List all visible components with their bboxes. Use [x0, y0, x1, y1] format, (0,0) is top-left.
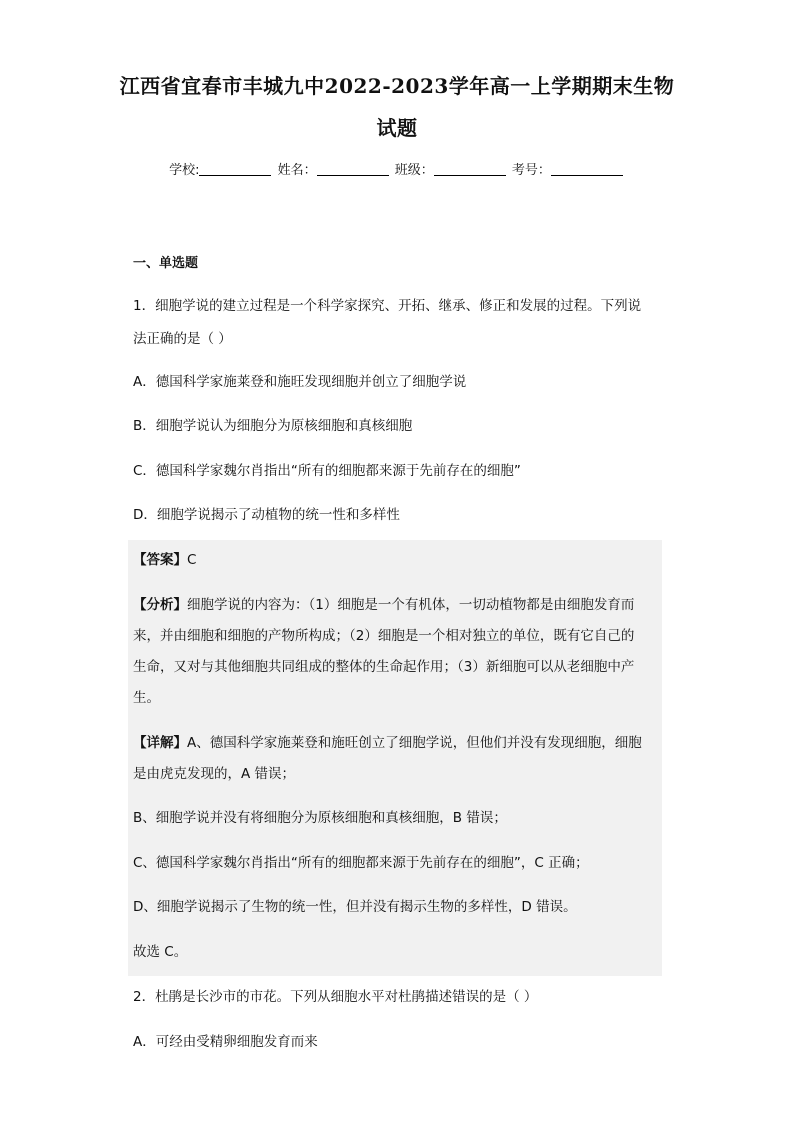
detail-tag: 【详解】 [133, 735, 187, 751]
student-info-line [0, 159, 794, 178]
q1-option-a: A．德国科学家施莱登和施旺发现细胞并创立了细胞学说 [133, 374, 467, 390]
school-blank[interactable] [199, 161, 271, 176]
q1-detail-line5: D、细胞学说揭示了生物的统一性，但并没有揭示生物的多样性，D 错误。 [133, 899, 577, 915]
analysis-tag: 【分析】 [133, 597, 187, 613]
class-blank[interactable] [434, 161, 506, 176]
exam-no-blank[interactable] [551, 161, 623, 176]
analysis-text: 细胞学说的内容为：（1）细胞是一个有机体，一切动植物都是由细胞发育而 [187, 597, 635, 613]
q1-detail-line2: 是由虎克发现的，A 错误； [133, 766, 296, 782]
class-label: 班级： [394, 163, 434, 178]
q1-stem-line1: 1．细胞学说的建立过程是一个科学家探究、开拓、继承、修正和发展的过程。下列说 [133, 298, 642, 314]
q1-option-d: D．细胞学说揭示了动植物的统一性和多样性 [133, 507, 400, 523]
q1-analysis-line2: 来，并由细胞和细胞的产物所构成；（2）细胞是一个相对独立的单位，既有它自己的 [133, 628, 635, 644]
name-label: 姓名： [277, 163, 317, 178]
q1-detail-line3: B、细胞学说并没有将细胞分为原核细胞和真核细胞，B 错误； [133, 810, 507, 826]
q1-option-c: C．德国科学家魏尔肖指出“所有的细胞都来源于先前存在的细胞” [133, 463, 521, 479]
q1-analysis-line3: 生命，又对与其他细胞共同组成的整体的生命起作用；（3）新细胞可以从老细胞中产 [133, 659, 635, 675]
document-title-line2: 试题 [376, 116, 418, 140]
answer-tag: 【答案】 [133, 552, 187, 568]
q2-option-a: A．可经由受精卵细胞发育而来 [133, 1034, 318, 1050]
exam-no-label: 考号： [511, 163, 551, 178]
q1-option-b: B．细胞学说认为细胞分为原核细胞和真核细胞 [133, 418, 413, 434]
q1-analysis-line4: 生。 [133, 690, 160, 706]
q1-detail-line1 [133, 731, 642, 751]
detail-text: A、德国科学家施莱登和施旺创立了细胞学说，但他们并没有发现细胞，细胞 [187, 735, 642, 751]
q1-analysis-line1 [133, 593, 634, 613]
document-title-line1: 江西省宜春市丰城九中2022-2023学年高一上学期期末生物 [119, 74, 675, 98]
section-title: 一、单选题 [133, 256, 199, 271]
answer-value: C [187, 552, 197, 568]
name-blank[interactable] [317, 161, 389, 176]
q1-detail-line6: 故选 C。 [133, 944, 188, 960]
q1-detail-line4: C、德国科学家魏尔肖指出“所有的细胞都来源于先前存在的细胞”，C 正确； [133, 855, 589, 871]
school-label: 学校: [169, 163, 200, 178]
q1-answer [133, 548, 196, 568]
q2-stem: 2．杜鹃是长沙市的市花。下列从细胞水平对杜鹃描述错误的是（ ） [133, 989, 538, 1005]
q1-stem-line2: 法正确的是（ ） [133, 331, 232, 347]
